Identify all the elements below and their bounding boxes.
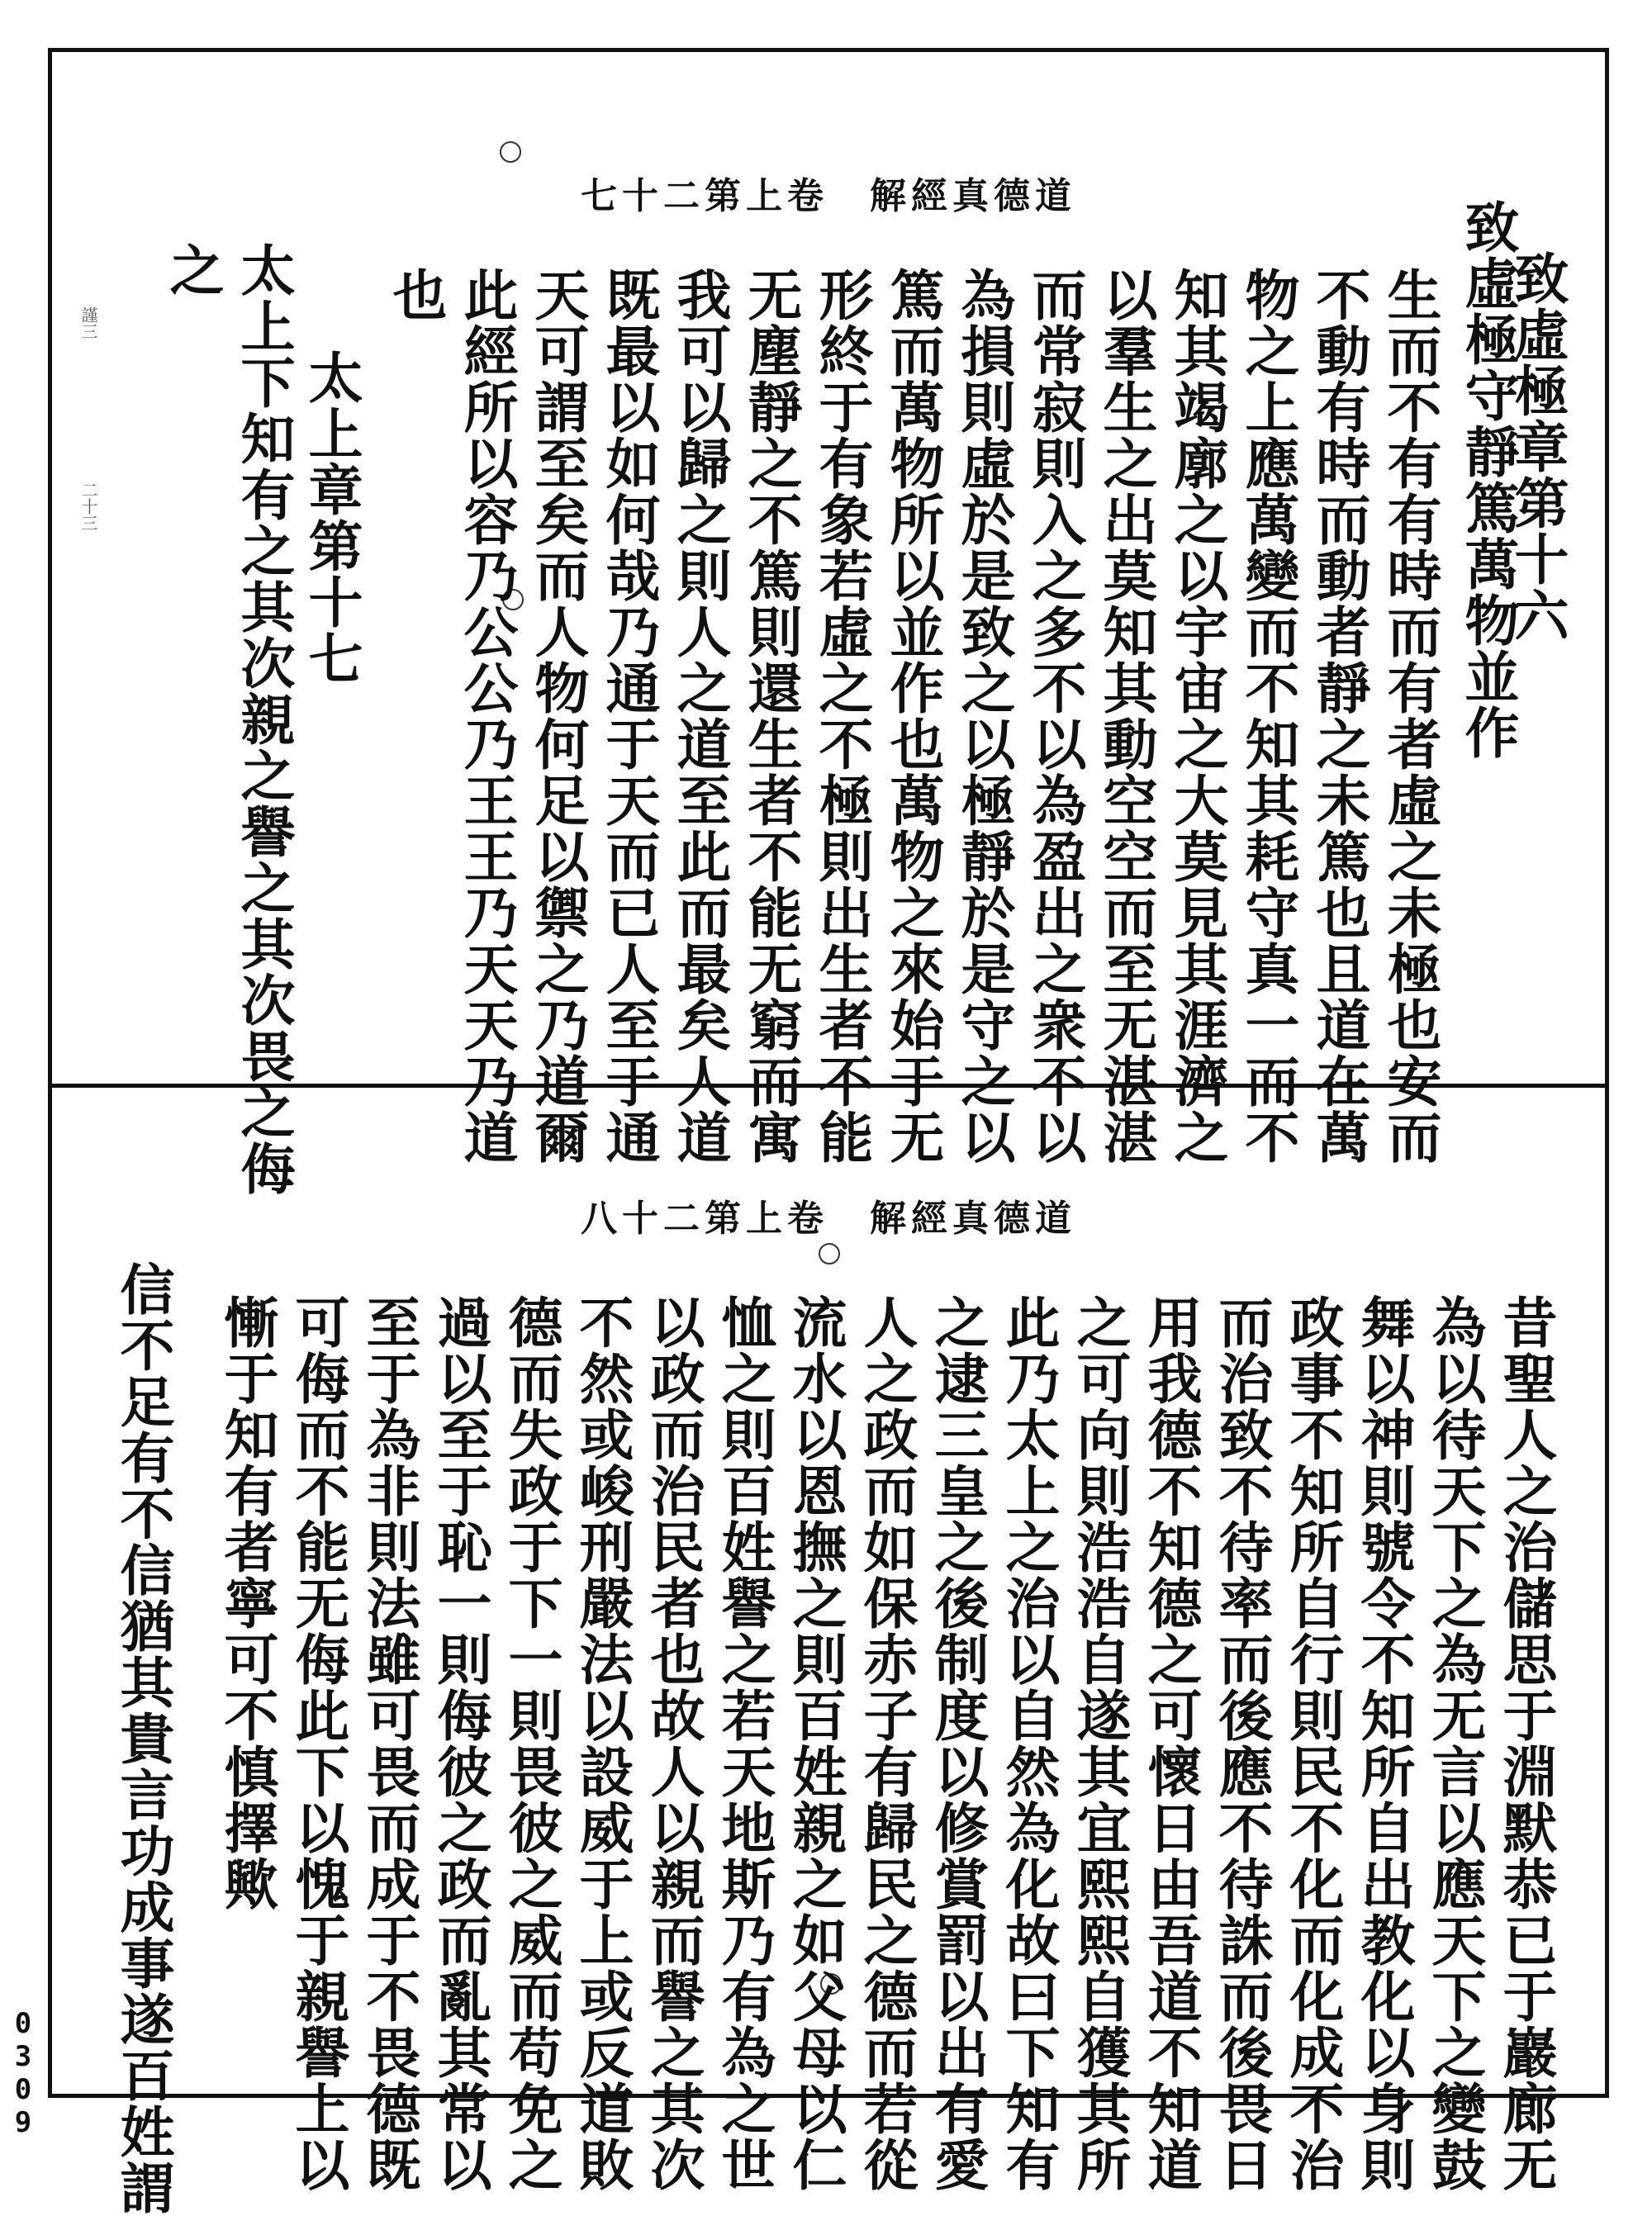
margin-note: 二十三 <box>78 482 98 531</box>
text-column: 天可謂至矣而人物何足以禦之乃道爾 <box>525 267 590 1165</box>
text-column: 致虛極章第十六 <box>1505 250 1569 643</box>
text-column: 不動有時而動者靜之未篤也且道在萬 <box>1307 267 1371 1165</box>
text-column: 為以待天下之為无言以應天下之變鼓 <box>1422 1294 1487 2193</box>
bottom-running-header: 八十二第上卷 解經真德道 <box>581 1198 1076 1240</box>
text-column: 德而失政于下一則畏彼之威而苟免之 <box>499 1294 563 2193</box>
text-column: 之可向則浩浩自遂其宜熙熙自獲其所 <box>1067 1294 1132 2193</box>
text-column: 以政而治民者也故人以親而譽之其次 <box>641 1294 705 2193</box>
text-column: 過以至于恥一則侮彼之政而亂其常以 <box>428 1294 492 2193</box>
text-column: 致虛極守靜篤萬物並作 <box>1455 199 1520 761</box>
text-column: 昔聖人之治儲思于淵默恭已于巖廊无 <box>1493 1294 1558 2193</box>
bottom-text-columns <box>52 1088 1605 2216</box>
text-column: 无塵靜之不篤則還生者不能无窮而寓 <box>738 267 803 1165</box>
text-column: 而常寂則入之多不以為盈出之衆不以 <box>1023 267 1087 1165</box>
text-column: 以羣生之出莫知其動空空而至无湛湛 <box>1094 267 1158 1165</box>
top-text-columns <box>52 52 1605 1197</box>
text-column: 之逮三皇之後制度以修賞罰以出有愛 <box>925 1294 990 2193</box>
text-column: 可侮而不能无侮此下以愧于親譽上以 <box>286 1294 350 2193</box>
top-page <box>52 52 1605 1197</box>
text-column: 篤而萬物所以並作也萬物之來始于无 <box>881 267 945 1165</box>
text-column: 形終于有象若虛之不極則出生者不能 <box>809 267 874 1165</box>
text-column: 舞以神則號令不知所自出教化以身則 <box>1351 1294 1416 2193</box>
page-number: 0309 <box>7 2007 40 2139</box>
text-column: 此乃太上之治以自然為化故曰下知有 <box>996 1294 1061 2193</box>
text-column: 用我德不知德之可懷日由吾道不知道 <box>1138 1294 1203 2193</box>
bottom-page <box>52 1088 1605 2216</box>
text-column: 太上下知有之其次親之譽之其次畏之侮 <box>231 242 296 1197</box>
text-column: 既最以如何哉乃通于天而已人至于通 <box>596 267 661 1165</box>
margin-note: 謹三 <box>78 306 98 339</box>
text-column: 人之政而如保赤子有歸民之德而若從 <box>854 1294 919 2193</box>
text-column: 政事不知所自行則民不化而化成不治 <box>1280 1294 1345 2193</box>
text-column: 而治致不待率而後應不待誅而後畏日 <box>1209 1294 1274 2193</box>
text-column: 信不足有不信猶其貴言功成事遂百姓謂 <box>111 1261 175 2216</box>
text-column: 物之上應萬變而不知其耗守真一而不 <box>1236 267 1300 1165</box>
text-column: 為損則虛於是致之以極靜於是守之以 <box>952 267 1016 1165</box>
text-column: 之 <box>160 242 225 298</box>
text-column: 也 <box>383 267 448 323</box>
text-column: 我可以歸之則人之道至此而最矣人道 <box>667 267 732 1165</box>
text-column: 知其竭廓之以宇宙之大莫見其涯濟之 <box>1165 267 1229 1165</box>
chapter-heading: 太上章第十七 <box>299 349 363 686</box>
text-column: 慚于知有者寧可不慎擇歟 <box>215 1294 279 1912</box>
text-column: 生而不有有時而有者虛之未極也安而 <box>1378 267 1442 1165</box>
text-column: 至于為非則法雖可畏而成于不畏德既 <box>357 1294 421 2193</box>
top-running-header: 七十二第上卷 解經真德道 <box>581 175 1076 217</box>
text-column: 恤之則百姓譽之若天地斯乃有為之世 <box>712 1294 776 2193</box>
text-column: 流水以恩撫之則百姓親之如父母以仁 <box>783 1294 847 2193</box>
text-column: 不然或峻刑嚴法以設威于上或反道敗 <box>570 1294 634 2193</box>
text-column: 此經所以容乃公公乃王王乃天天乃道 <box>454 267 519 1165</box>
